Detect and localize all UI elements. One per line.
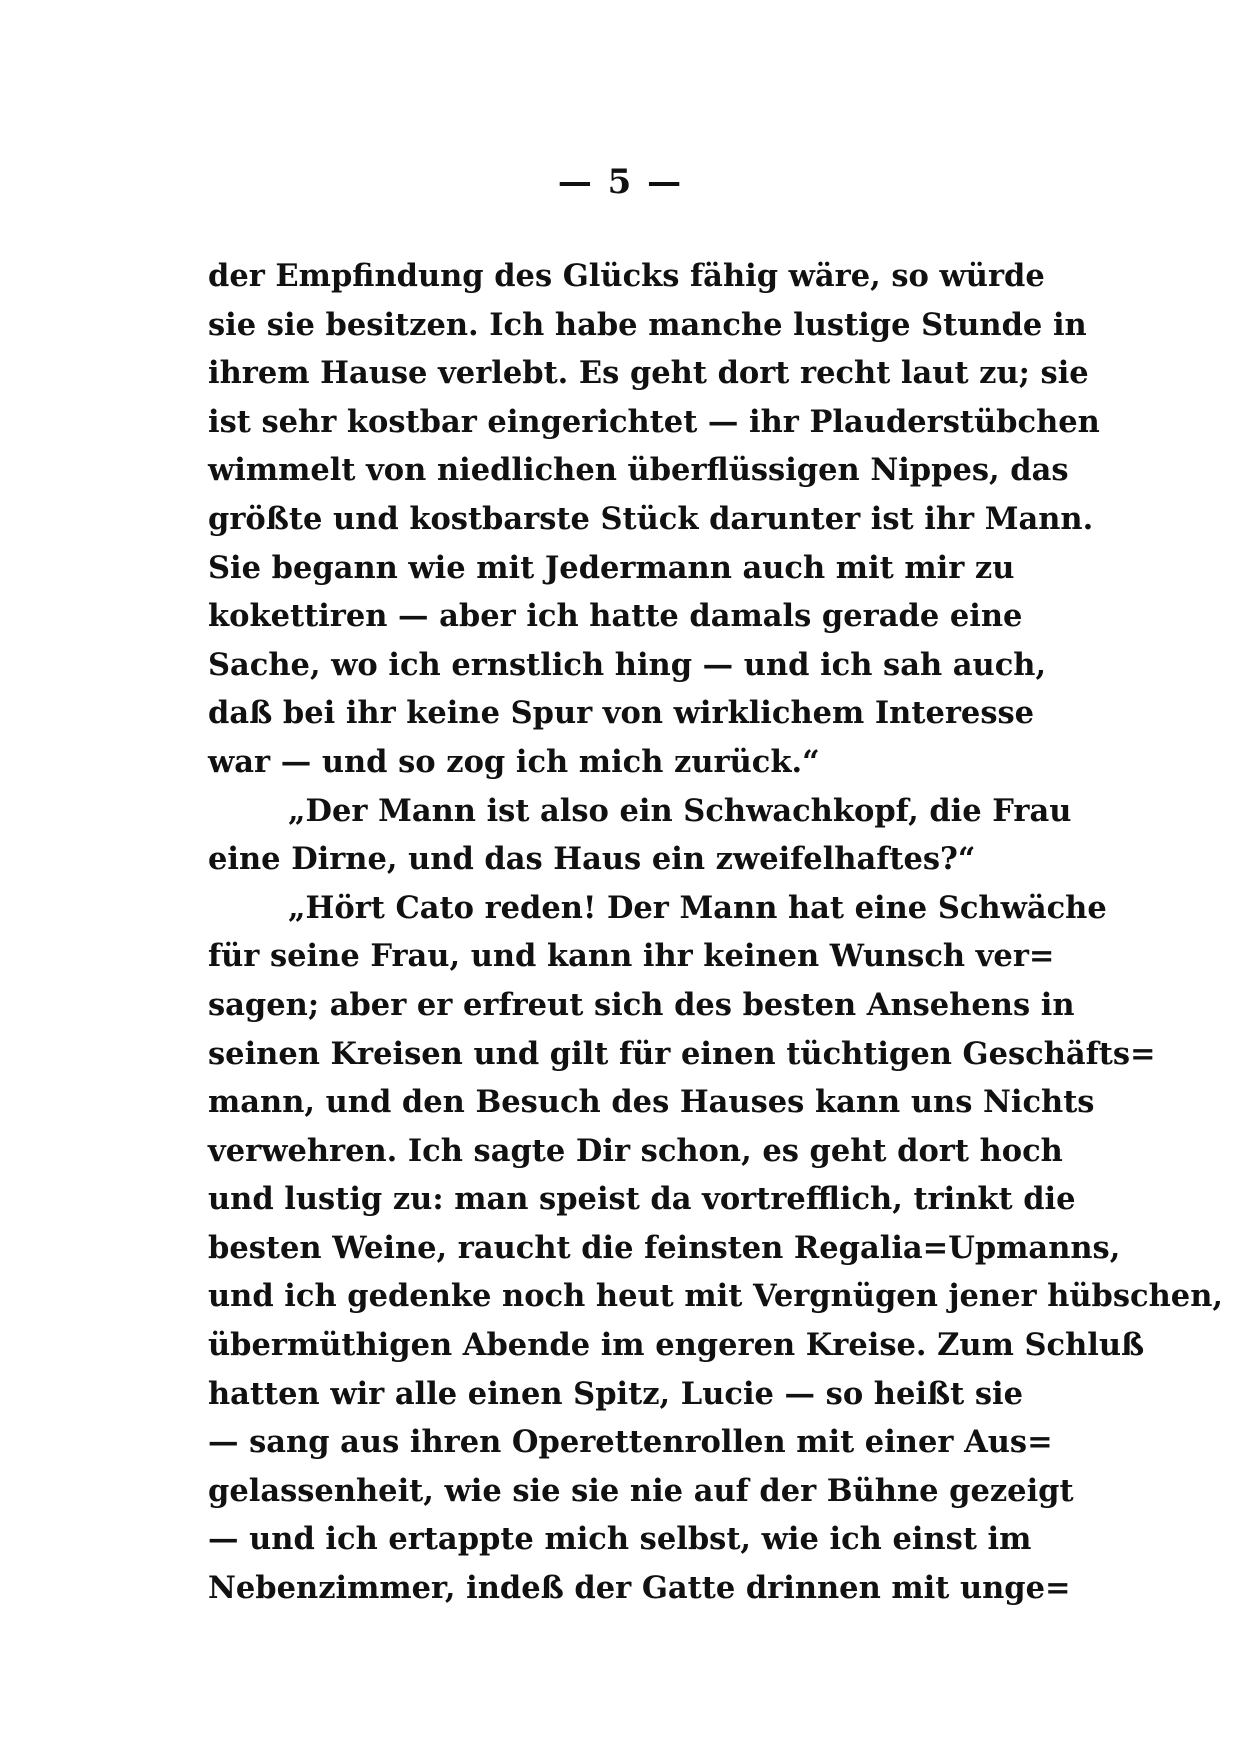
text-line: sagen; aber er erfreut sich des besten Ansehens in (208, 986, 1075, 1023)
text-line: — sang aus ihren Operettenrollen mit einer Aus= (208, 1424, 1053, 1461)
text-line: hatten wir alle einen Spitz, Lucie — so heißt sie (208, 1375, 1024, 1412)
text-line: und ich gedenke noch heut mit Vergnügen jener hübschen, (208, 1278, 1223, 1315)
text-line: daß bei ihr keine Spur von wirklichem Interesse (208, 695, 1035, 732)
page-number: — 5 — (557, 162, 684, 202)
text-line: eine Dirne, und das Haus ein zweifelhaftes?“ (208, 841, 976, 878)
text-line: verwehren. Ich sagte Dir schon, es geht dort hoch (208, 1132, 1063, 1169)
text-line: für seine Frau, und kann ihr keinen Wunsch ver= (208, 938, 1055, 975)
text-line: Sie begann wie mit Jedermann auch mit mir zu (208, 549, 1015, 586)
text-line: Sache, wo ich ernstlich hing — und ich sah auch, (208, 646, 1047, 683)
text-line: größte und kostbarste Stück darunter ist ihr Mann. (208, 500, 1094, 537)
text-line: „Der Mann ist also ein Schwachkopf, die Frau (288, 792, 1072, 829)
text-line: kokettiren — aber ich hatte damals gerade eine (208, 598, 1023, 635)
text-line: sie sie besitzen. Ich habe manche lustige Stunde in (208, 306, 1087, 343)
text-line: mann, und den Besuch des Hauses kann uns Nichts (208, 1084, 1095, 1121)
text-line: ist sehr kostbar eingerichtet — ihr Plauderstübchen (208, 403, 1100, 440)
text-line: seinen Kreisen und gilt für einen tüchtigen Geschäfts= (208, 1035, 1156, 1072)
text-line: wimmelt von niedlichen überflüssigen Nippes, das (208, 452, 1069, 489)
body-text (208, 252, 1223, 1613)
text-line: der Empfindung des Glücks fähig wäre, so würde (208, 258, 1045, 294)
text-line: übermüthigen Abende im engeren Kreise. Zum Schluß (208, 1327, 1145, 1364)
text-line: — und ich ertappte mich selbst, wie ich einst im (208, 1521, 1032, 1558)
text-line: war — und so zog ich mich zurück.“ (208, 743, 820, 780)
text-line: ihrem Hause verlebt. Es geht dort recht laut zu; sie (208, 355, 1089, 392)
text-line: gelassenheit, wie sie sie nie auf der Bühne gezeigt (208, 1472, 1074, 1509)
text-line: Nebenzimmer, indeß der Gatte drinnen mit unge= (208, 1570, 1071, 1607)
text-line: besten Weine, raucht die feinsten Regalia=Upmanns, (208, 1229, 1121, 1266)
text-line: „Hört Cato reden! Der Mann hat eine Schwäche (288, 889, 1107, 926)
text-line: und lustig zu: man speist da vortrefflich, trinkt die (208, 1181, 1076, 1218)
